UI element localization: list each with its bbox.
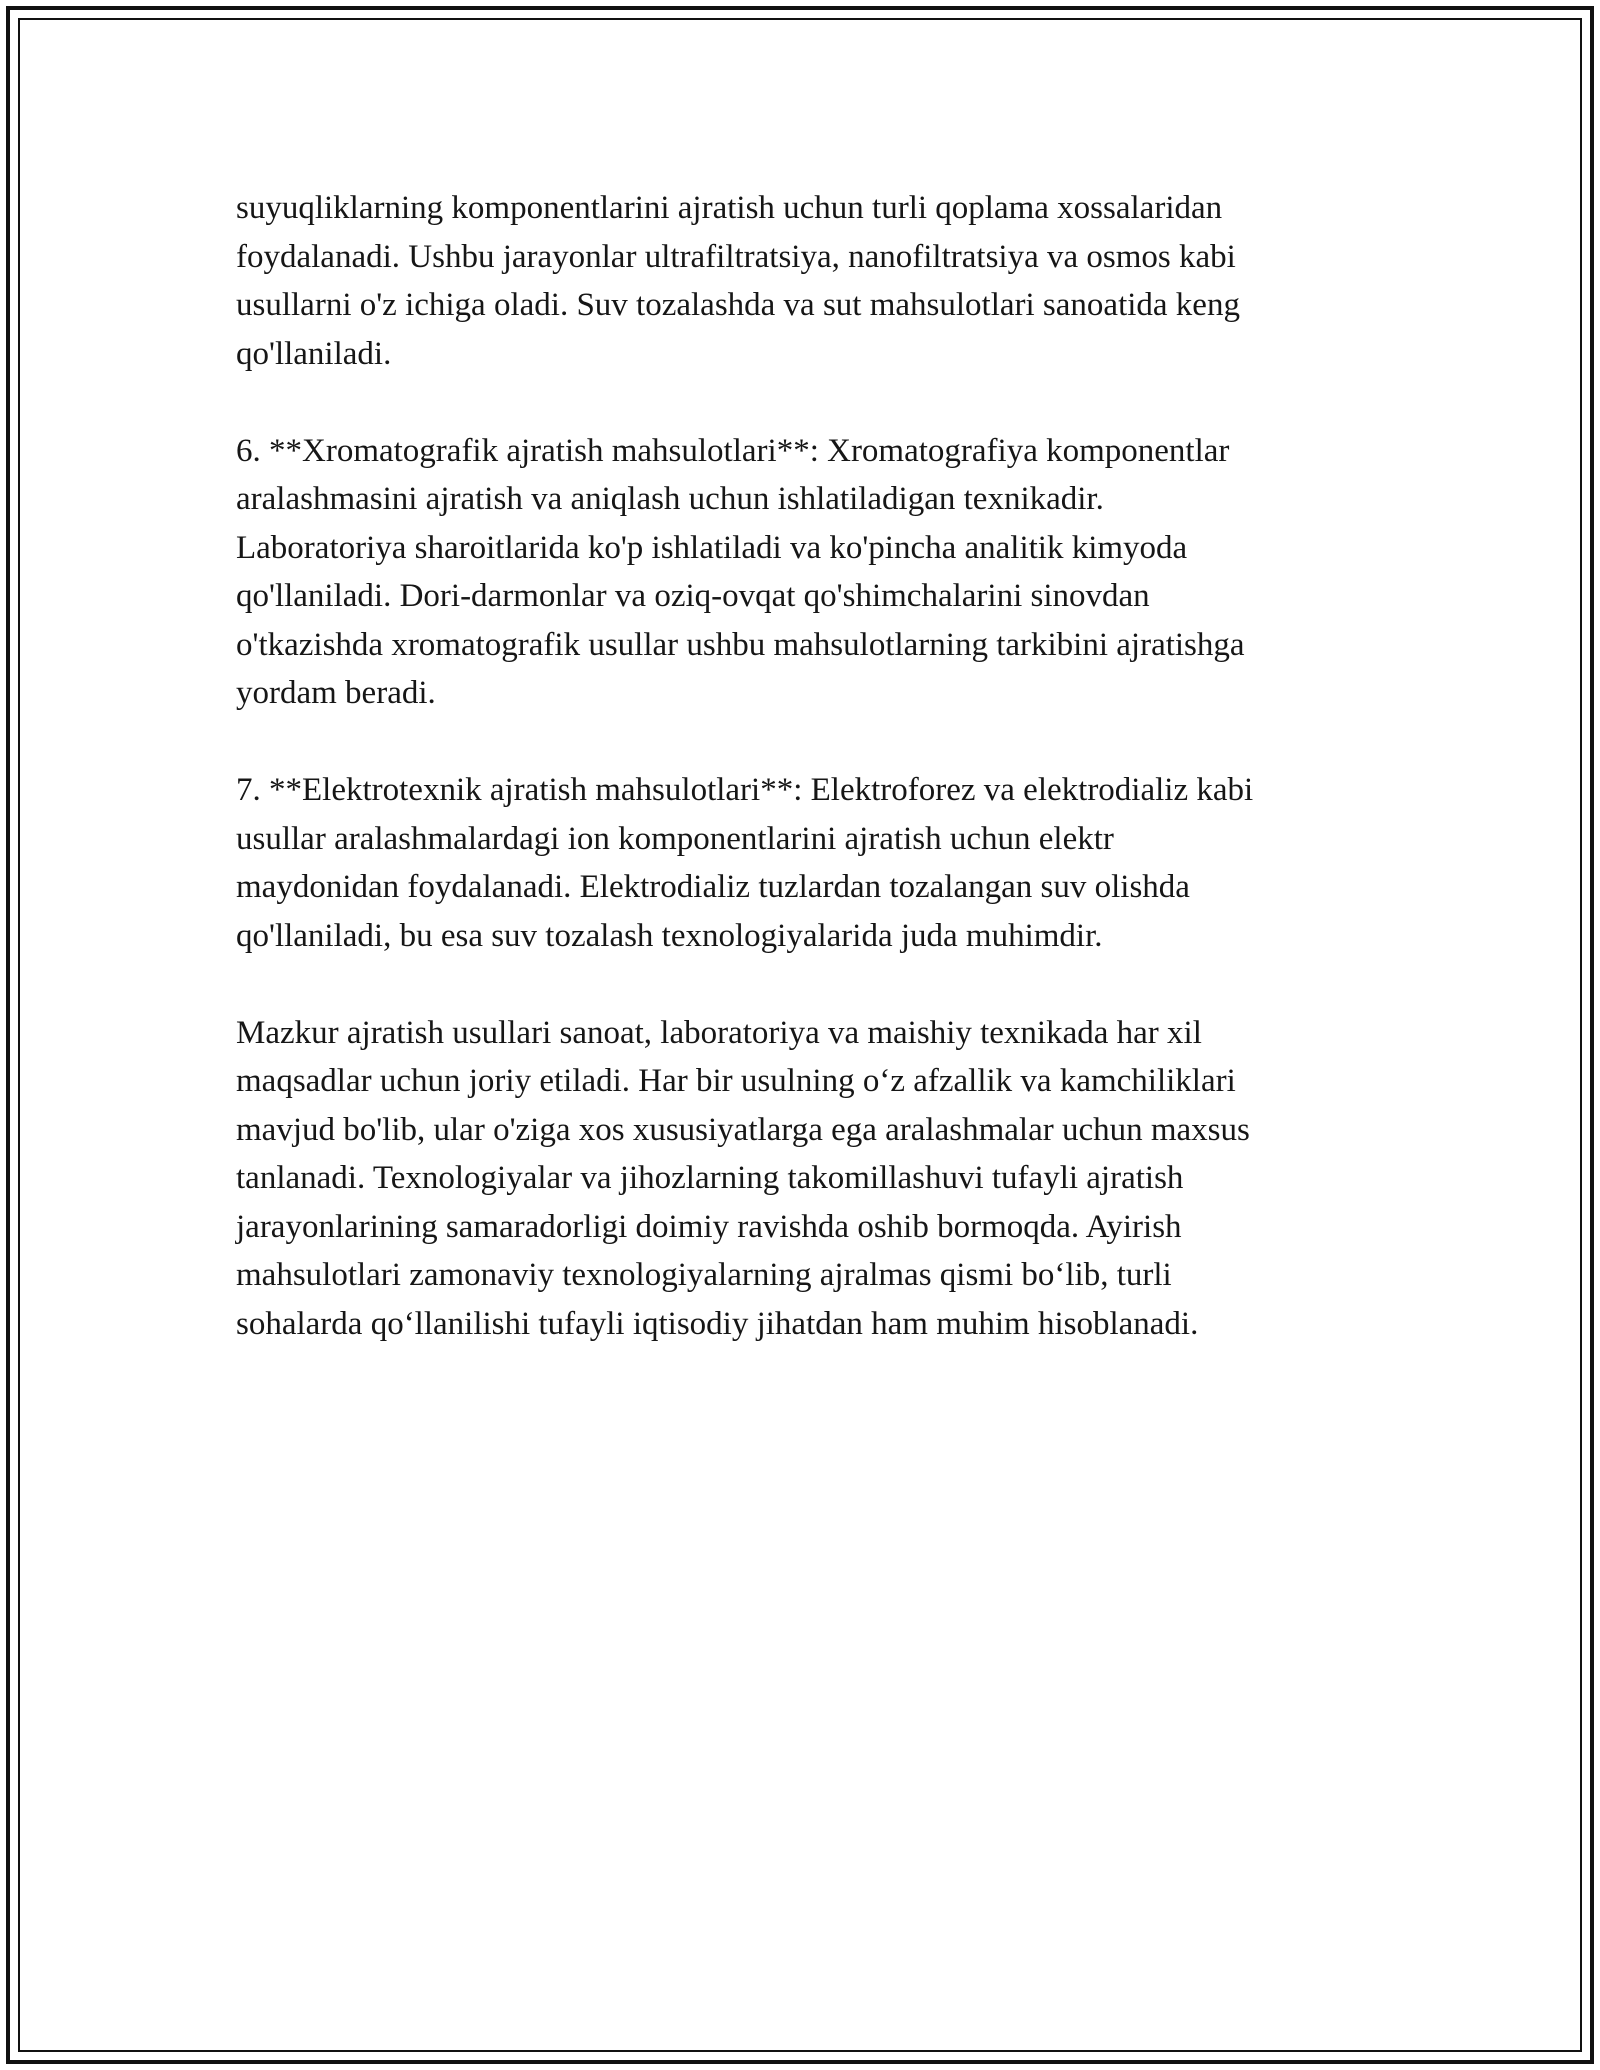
paragraph-item-6-chromatography: [236, 427, 1416, 718]
text-line: yordam beradi.: [236, 675, 436, 711]
text-line: mahsulotlari zamonaviy texnologiyalarning ajralmas qismi bo‘lib, turli: [236, 1257, 1172, 1293]
text-line: maydonidan foydalanadi. Elektrodializ tuzlardan tozalangan suv olishda: [236, 869, 1190, 905]
text-line: mavjud bo'lib, ular o'ziga xos xususiyatlarga ega aralashmalar uchun maxsus: [236, 1111, 1250, 1148]
text-line: sohalarda qo‘llanilishi tufayli iqtisodiy jihatdan ham muhim hisoblanadi.: [236, 1305, 1199, 1342]
text-line: qo'llaniladi, bu esa suv tozalash texnologiyalarida juda muhimdir.: [236, 917, 1103, 954]
text-line: aralashmasini ajratish va aniqlash uchun ishlatiladigan texnikadir.: [236, 481, 1104, 517]
paragraph-item-7-electrotechnical: [236, 766, 1416, 960]
text-line: o'tkazishda xromatografik usullar ushbu mahsulotlarning tarkibini ajratishga: [236, 626, 1245, 663]
paragraph-membrane-continuation: [236, 184, 1416, 378]
text-line: suyuqliklarning komponentlarini ajratish uchun turli qoplama xossalaridan: [236, 190, 1223, 226]
text-line: qo'llaniladi. Dori-darmonlar va oziq-ovqat qo'shimchalarini sinovdan: [236, 578, 1150, 614]
text-line: foydalanadi. Ushbu jarayonlar ultrafiltratsiya, nanofiltratsiya va osmos kabi: [236, 238, 1236, 275]
document-body: [236, 184, 1416, 1397]
text-line: 7. **Elektrotexnik ajratish mahsulotlari**: Elektroforez va elektrodializ kabi: [236, 772, 1254, 808]
text-line: Laboratoriya sharoitlarida ko'p ishlatiladi va ko'pincha analitik kimyoda: [236, 529, 1188, 566]
text-line: Mazkur ajratish usullari sanoat, laboratoriya va maishiy texnikada har xil: [236, 1014, 1202, 1051]
text-line: tanlanadi. Texnologiyalar va jihozlarning takomillashuvi tufayli ajratish: [236, 1160, 1184, 1196]
paragraph-conclusion: [236, 1009, 1416, 1349]
text-line: usullar aralashmalardagi ion komponentlarini ajratish uchun elektr: [236, 820, 1114, 857]
text-line: maqsadlar uchun joriy etiladi. Har bir usulning o‘z afzallik va kamchiliklari: [236, 1063, 1236, 1099]
text-line: jarayonlarining samaradorligi doimiy ravishda oshib bormoqda. Ayirish: [236, 1208, 1182, 1245]
text-line: 6. **Xromatografik ajratish mahsulotlari**: Xromatografiya komponentlar: [236, 432, 1230, 469]
text-line: qo'llaniladi.: [236, 335, 392, 372]
text-line: usullarni o'z ichiga oladi. Suv tozalashda va sut mahsulotlari sanoatida keng: [236, 287, 1240, 323]
